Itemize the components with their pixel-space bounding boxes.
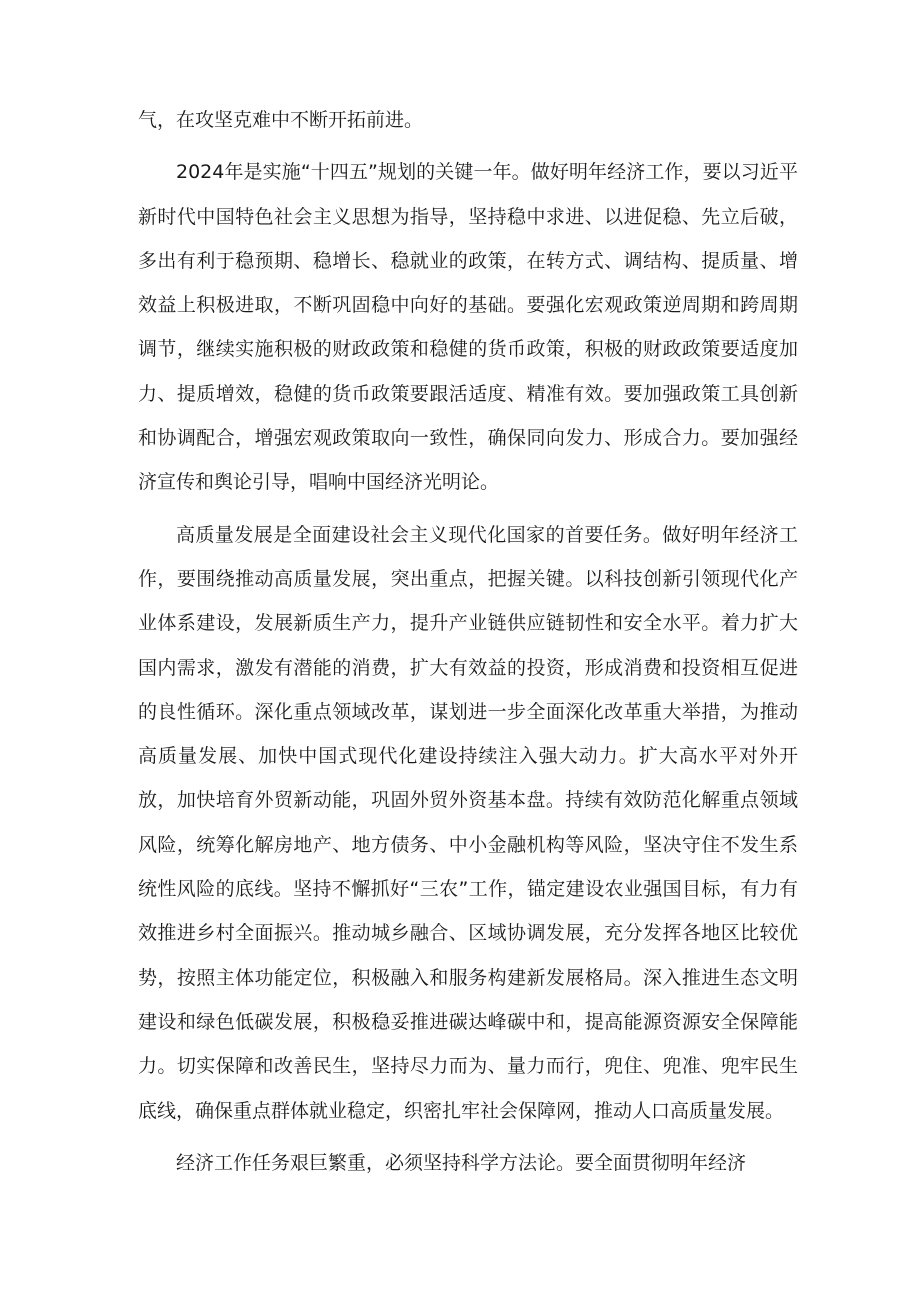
paragraph-plan-2024: 2024年是实施“十四五”规划的关键一年。做好明年经济工作，要以习近平新时代中国特色社会主义思想为指导，坚持稳中求进、以进促稳、先立后破，多出有利于稳预期、稳增长、稳就业的政策，在转方式、调结构、提质量、增效益上积极进取，不断巩固稳中向好的基础。要强化宏观政策逆周期和跨周期调节，继续实施积极的财政政策和稳健的货币政策，积极的财政政策要适度加力、提质增效，稳健的货币政策要跟活适度、精准有效。要加强政策工具创新和协调配合，增强宏观政策取向一致性，确保同向发力、形成合力。要加强经济宣传和舆论引导，唱响中国经济光明论。 [138,161,798,494]
document-page [138,98,798,1193]
paragraph-high-quality-development: 高质量发展是全面建设社会主义现代化国家的首要任务。做好明年经济工作，要围绕推动高质量发展，突出重点，把握关键。以科技创新引领现代化产业体系建设，发展新质生产力，提升产业链供应链韧性和安全水平。着力扩大国内需求，激发有潜能的消费，扩大有效益的投资，形成消费和投资相互促进的良性循环。深化重点领域改革，谋划进一步全面深化改革重大举措，为推动高质量发展、加快中国式现代化建设持续注入强大动力。扩大高水平对外开放，加快培育外贸新动能，巩固外贸外资基本盘。持续有效防范化解重点领域风险，统筹化解房地产、地方债务、中小金融机构等风险，坚决守住不发生系统性风险的底线。坚持不懈抓好“三农”工作，锚定建设农业强国目标，有力有效推进乡村全面振兴。推动城乡融合、区域协调发展，充分发挥各地区比较优势，按照主体功能定位，积极融入和服务构建新发展格局。深入推进生态文明建设和绿色低碳发展，积极稳妥推进碳达峰碳中和，提高能源资源安全保障能力。切实保障和改善民生，坚持尽力而为、量力而行，兜住、兜准、兜牢民生底线，确保重点群体就业稳定，织密扎牢社会保障网，推动人口高质量发展。 [138,523,798,1122]
paragraph-continued: 气，在攻坚克难中不断开拓前进。 [138,109,424,131]
paragraph-scientific-methodology: 经济工作任务艰巨繁重，必须坚持科学方法论。要全面贯彻明年经济 [176,1151,747,1174]
